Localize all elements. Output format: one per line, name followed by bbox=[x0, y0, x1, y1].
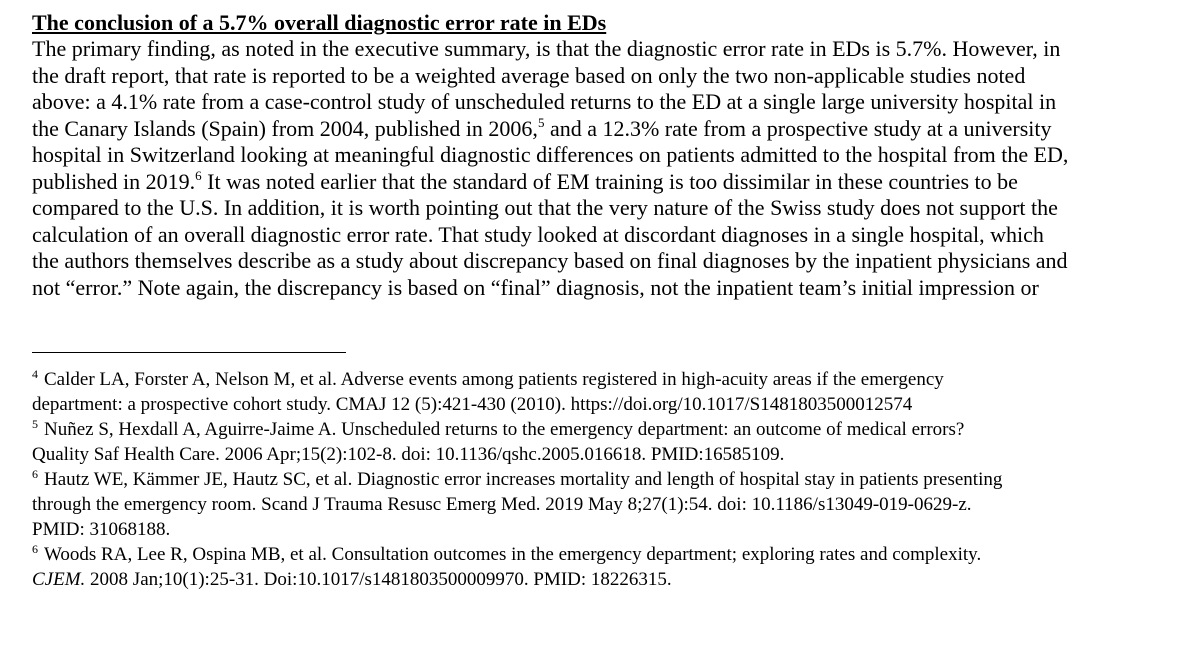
footnote-line bbox=[32, 367, 1182, 392]
footnote-line: department: a prospective cohort study. CMAJ 12 (5):421-430 (2010). https://doi.org/10.1017/S1481803500012574 bbox=[32, 394, 913, 415]
paragraph-text: published in 2019. bbox=[32, 168, 196, 194]
footnotes bbox=[32, 367, 1182, 592]
document-page bbox=[32, 10, 1172, 301]
paragraph-line: above: a 4.1% rate from a case-control study of unscheduled returns to the ED at a single large university hospital in bbox=[32, 89, 1057, 114]
footnote-line bbox=[32, 567, 1182, 592]
footnote-text: Hautz WE, Kämmer JE, Hautz SC, et al. Diagnostic error increases mortality and length of hospital stay in patients presenting bbox=[44, 469, 1003, 490]
footnote-text: Woods RA, Lee R, Ospina MB, et al. Consultation outcomes in the emergency department; exploring rates and complexity. bbox=[44, 544, 982, 565]
journal-name: CJEM. bbox=[32, 569, 86, 590]
body-paragraph bbox=[32, 36, 1172, 301]
footnote-text: Nuñez S, Hexdall A, Aguirre-Jaime A. Unscheduled returns to the emergency department: an outcome of medical errors? bbox=[44, 419, 965, 440]
footnote-line bbox=[32, 417, 1182, 442]
paragraph-line: The primary finding, as noted in the executive summary, is that the diagnostic error rate in EDs is 5.7%. However, in bbox=[32, 36, 1061, 61]
paragraph-text: and a 12.3% rate from a prospective study at a university bbox=[544, 115, 1052, 141]
paragraph-text: the Canary Islands (Spain) from 2004, published in 2006, bbox=[32, 115, 538, 141]
footnote bbox=[32, 417, 1182, 467]
paragraph-line bbox=[32, 169, 1172, 196]
footnote-line bbox=[32, 467, 1182, 492]
paragraph-line: hospital in Switzerland looking at meaningful diagnostic differences on patients admitted to the hospital from the ED, bbox=[32, 142, 1069, 167]
footnote-line: through the emergency room. Scand J Trauma Resusc Emerg Med. 2019 May 8;27(1):54. doi: 10.1186/s13049-019-0629-z. bbox=[32, 494, 972, 515]
paragraph-text: It was noted earlier that the standard of EM training is too dissimilar in these countries to be bbox=[201, 168, 1018, 194]
paragraph-line bbox=[32, 116, 1172, 143]
paragraph-line: compared to the U.S. In addition, it is worth pointing out that the very nature of the Swiss study does not support the bbox=[32, 195, 1058, 220]
footnote bbox=[32, 542, 1182, 592]
footnote-reference: 5 bbox=[537, 114, 545, 130]
paragraph-line: the draft report, that rate is reported to be a weighted average based on only the two non-applicable studies noted bbox=[32, 62, 1026, 88]
footnote-line bbox=[32, 542, 1182, 567]
paragraph-line: the authors themselves describe as a study about discrepancy based on final diagnoses by the inpatient physicians and bbox=[32, 248, 1068, 273]
footnote-number: 6 bbox=[32, 467, 38, 481]
paragraph-line: calculation of an overall diagnostic error rate. That study looked at discordant diagnoses in a single hospital, which bbox=[32, 221, 1044, 247]
footnote-reference: 6 bbox=[195, 167, 202, 183]
footnote bbox=[32, 467, 1182, 542]
footnote-text: Calder LA, Forster A, Nelson M, et al. Adverse events among patients registered in high-acuity areas if the emergency bbox=[44, 369, 944, 390]
footnote-line: Quality Saf Health Care. 2006 Apr;15(2):102-8. doi: 10.1136/qshc.2005.016618. PMID:16585109. bbox=[32, 444, 785, 465]
footnote-line: PMID: 31068188. bbox=[32, 519, 171, 540]
section-heading: The conclusion of a 5.7% overall diagnostic error rate in EDs bbox=[32, 10, 607, 35]
footnote bbox=[32, 367, 1182, 417]
footnote-text: 2008 Jan;10(1):25-31. Doi:10.1017/s1481803500009970. PMID: 18226315. bbox=[85, 569, 672, 590]
footnote-separator bbox=[32, 352, 346, 353]
footnote-number: 4 bbox=[32, 367, 38, 381]
paragraph-line: not “error.” Note again, the discrepancy is based on “final” diagnosis, not the inpatient team’s initial impression or bbox=[32, 274, 1039, 300]
footnote-number: 5 bbox=[32, 417, 38, 431]
footnote-number: 6 bbox=[32, 542, 38, 556]
